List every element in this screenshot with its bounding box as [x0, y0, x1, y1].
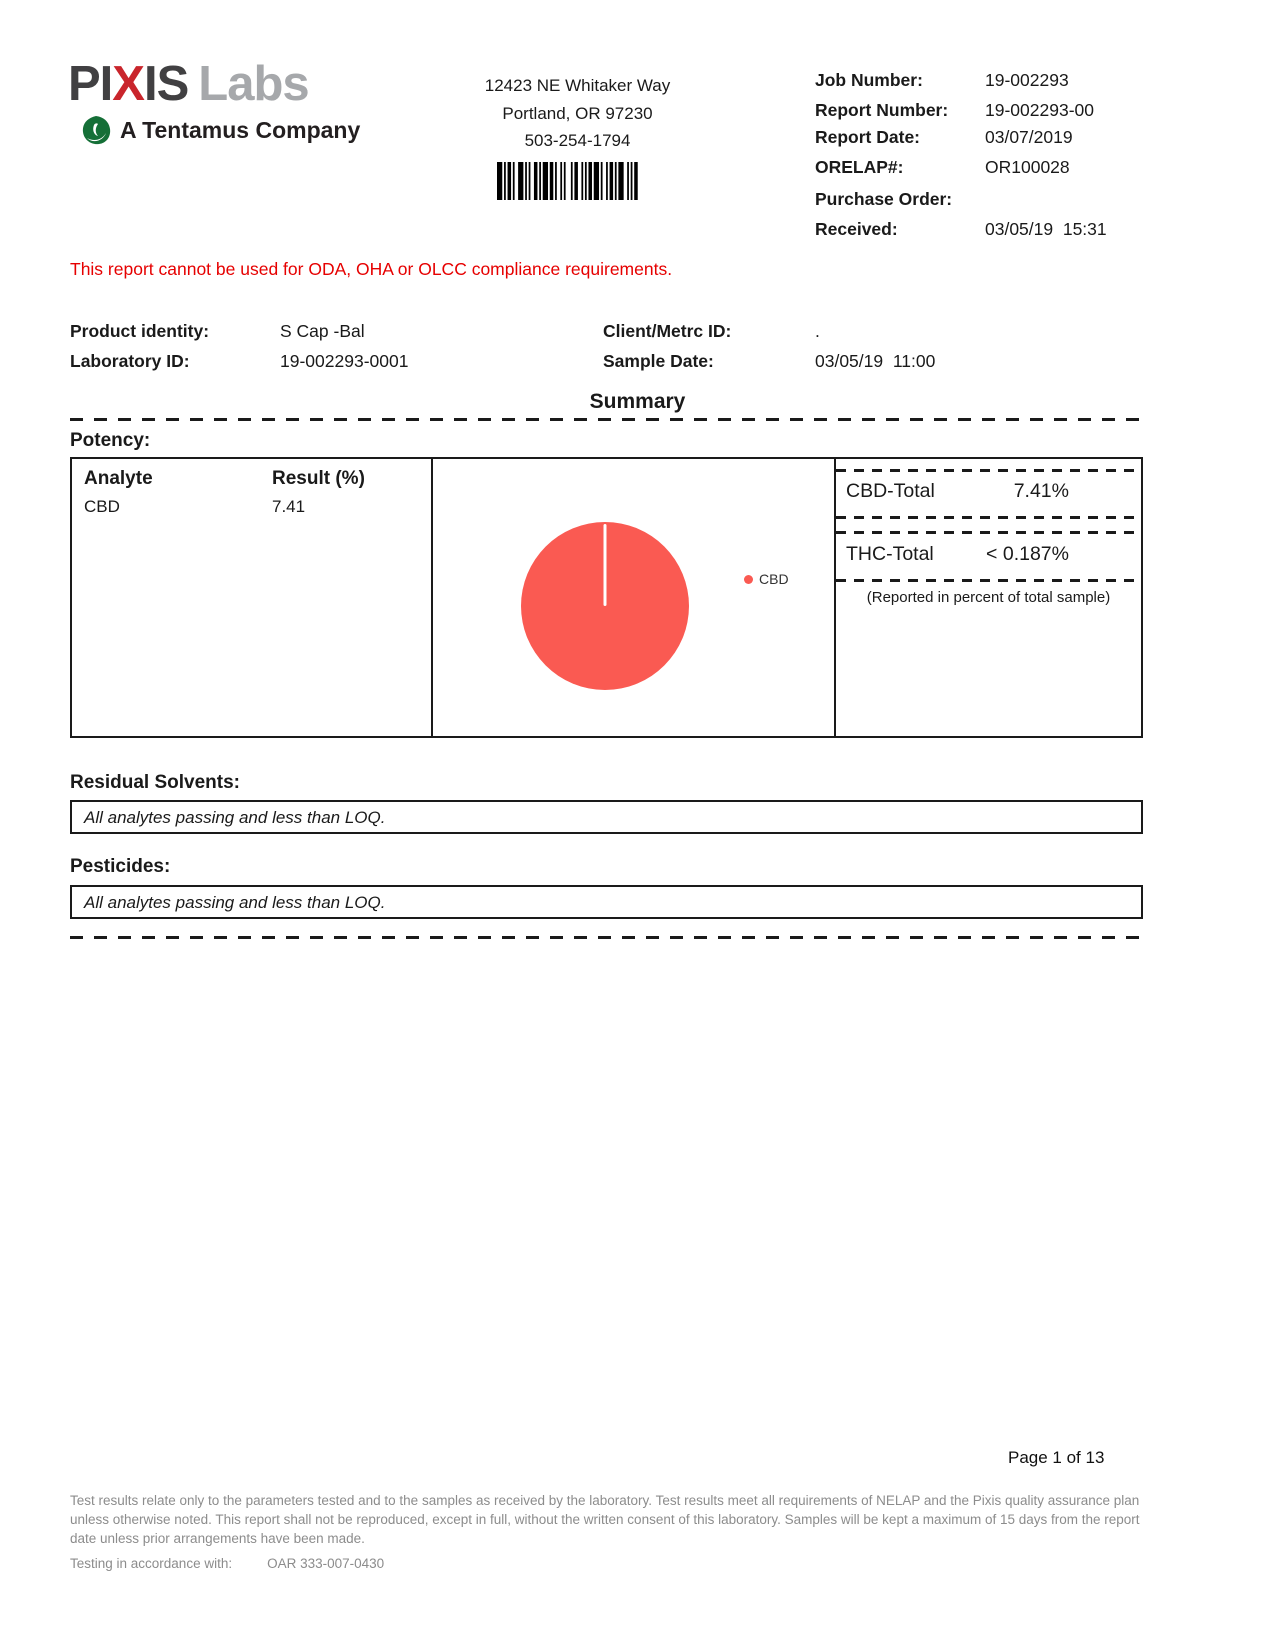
dashed-separator	[70, 936, 1143, 939]
page-number: Page 1 of 13	[1008, 1448, 1105, 1467]
info-value: 03/05/19 15:31	[985, 219, 1107, 239]
pie-slice-boundary	[604, 524, 607, 606]
address-line: Portland, OR 97230	[502, 103, 653, 123]
summary-title: Summary	[589, 390, 686, 413]
cbd-total-value: 7.41%	[1013, 480, 1069, 502]
potency-panel	[70, 457, 1143, 738]
chart-legend	[744, 571, 789, 587]
info-row	[815, 157, 1175, 177]
compliance-notice: This report cannot be used for ODA, OHA or OLCC compliance requirements.	[70, 259, 673, 279]
column-header-analyte: Analyte	[84, 468, 153, 489]
footer-disclaimer: Test results relate only to the parameters tested and to the samples as received by the laboratory. Test results meet all requirements of NELAP and the Pixis quality assurance plan unless otherwise noted. This report shall not be reproduced, except in full, without the written consent of this laboratory. Samples will be kept a maximum of 15 days from the report date unless prior arrangements have been made.	[70, 1493, 1140, 1547]
barcode	[497, 162, 643, 200]
residual-solvents-heading: Residual Solvents:	[70, 772, 240, 793]
tentamus-leaf-icon	[80, 114, 112, 146]
accordance-value: OAR 333-007-0430	[267, 1556, 385, 1571]
info-label: Purchase Order:	[815, 189, 953, 209]
dashed-separator	[836, 531, 1141, 534]
thc-total-value: < 0.187%	[986, 543, 1069, 565]
dashed-separator	[836, 469, 1141, 472]
info-label: Report Date:	[815, 127, 921, 147]
info-value: 19-002293	[985, 70, 1069, 90]
brand-is: IS	[143, 57, 189, 111]
lab-address	[445, 72, 710, 155]
info-row	[815, 127, 1175, 147]
pie-slice-cbd	[521, 522, 689, 690]
cbd-total-label: CBD-Total	[846, 480, 935, 502]
brand-pi: PI	[68, 57, 113, 111]
laboratory-id-label: Laboratory ID:	[70, 351, 190, 371]
brand-labs: Labs	[198, 57, 309, 111]
potency-heading: Potency:	[70, 430, 151, 451]
product-identity-value: S Cap -Bal	[280, 321, 365, 341]
brand-tagline: A Tentamus Company	[120, 116, 361, 143]
report-info-block	[815, 70, 1175, 239]
residual-solvents-result: All analytes passing and less than LOQ.	[70, 800, 1143, 834]
pixis-labs-logo	[68, 57, 361, 146]
address-line: 12423 NE Whitaker Way	[484, 76, 671, 95]
info-label: Job Number:	[815, 70, 923, 90]
column-header-result: Result (%)	[272, 468, 365, 489]
analyte-cell: CBD	[84, 497, 120, 516]
potency-pie-chart	[433, 459, 836, 736]
product-identity-label: Product identity:	[70, 321, 210, 341]
sample-date-value: 03/05/19 11:00	[815, 351, 936, 371]
accordance-label: Testing in accordance with:	[70, 1556, 233, 1571]
legend-label-cbd: CBD	[759, 571, 789, 587]
dashed-separator	[836, 516, 1141, 519]
pesticides-result: All analytes passing and less than LOQ.	[70, 885, 1143, 919]
info-row	[815, 70, 1175, 90]
info-label: Report Number:	[815, 100, 949, 120]
client-metrc-value: .	[815, 321, 820, 341]
address-line: 503-254-1794	[524, 131, 631, 151]
info-value: OR100028	[985, 157, 1070, 177]
total-row-cbd	[846, 480, 1069, 503]
legend-marker-cbd	[744, 575, 753, 584]
info-row	[815, 219, 1175, 239]
thc-total-label: THC-Total	[846, 543, 934, 565]
sample-date-label: Sample Date:	[603, 351, 714, 371]
potency-table	[72, 459, 433, 736]
table-row	[84, 497, 431, 517]
pesticides-heading: Pesticides:	[70, 856, 171, 877]
info-row	[815, 189, 1175, 209]
info-row	[815, 100, 1175, 120]
info-label: Received:	[815, 219, 898, 239]
info-value: 19-002293-00	[985, 100, 1094, 120]
laboratory-id-value: 19-002293-0001	[280, 351, 409, 371]
info-value: 03/07/2019	[985, 127, 1073, 147]
result-cell: 7.41	[272, 497, 306, 516]
totals-panel	[836, 459, 1141, 736]
footer-accordance	[70, 1556, 384, 1571]
info-label: ORELAP#:	[815, 157, 904, 177]
brand-wordmark	[68, 57, 360, 111]
dashed-separator	[836, 579, 1141, 582]
totals-note: (Reported in percent of total sample)	[866, 589, 1111, 606]
sample-meta	[70, 321, 1143, 381]
brand-x: X	[112, 57, 144, 111]
total-row-thc	[846, 543, 1069, 566]
client-metrc-label: Client/Metrc ID:	[603, 321, 732, 341]
dashed-separator	[70, 418, 1143, 421]
